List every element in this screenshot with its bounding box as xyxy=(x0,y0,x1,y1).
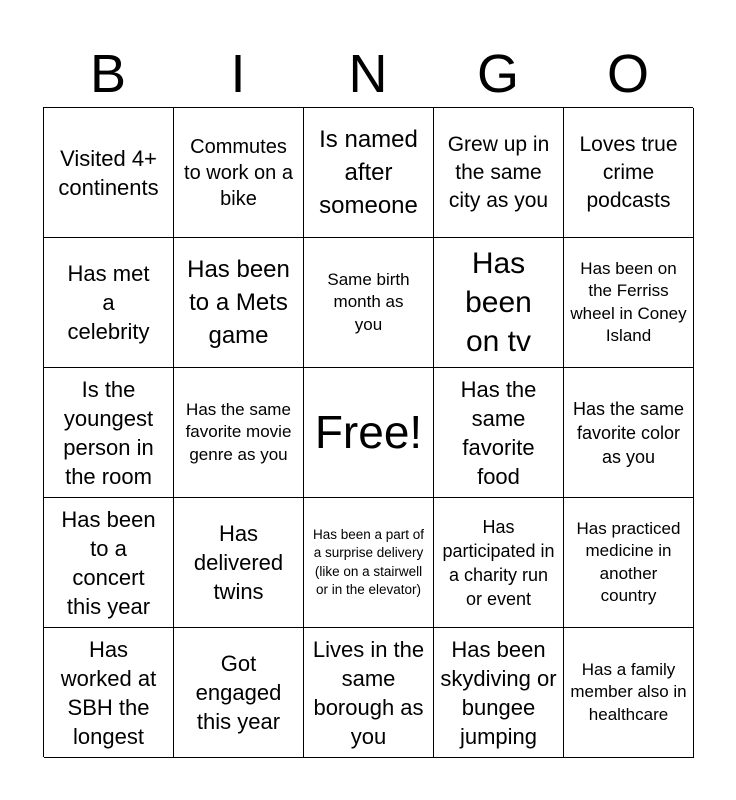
cell-text: Visited 4+ continents xyxy=(58,145,159,200)
header-letter-g: G xyxy=(476,44,519,104)
cell-text: Is named after someone xyxy=(319,126,418,219)
bingo-cell[interactable] xyxy=(44,108,174,238)
cell-text: Loves true crime podcasts xyxy=(579,132,678,212)
cell-text: Has been skydiving or bungee jumping xyxy=(440,636,557,749)
bingo-cell[interactable] xyxy=(174,498,304,628)
bingo-cell[interactable] xyxy=(434,498,564,628)
bingo-cell[interactable] xyxy=(564,108,694,238)
bingo-cell[interactable] xyxy=(44,368,174,498)
cell-text: Has been to a Mets game xyxy=(187,256,290,349)
bingo-cell[interactable] xyxy=(434,368,564,498)
cell-text: Has worked at SBH the longest xyxy=(60,636,157,749)
bingo-cell[interactable] xyxy=(174,628,304,758)
bingo-cell[interactable] xyxy=(304,108,434,238)
bingo-cell[interactable] xyxy=(304,238,434,368)
bingo-cell[interactable] xyxy=(434,238,564,368)
bingo-cell[interactable] xyxy=(44,628,174,758)
cell-text: Has met a celebrity xyxy=(67,261,150,344)
cell-text: Has participated in a charity run or event xyxy=(442,516,555,609)
bingo-cell[interactable] xyxy=(174,368,304,498)
free-space-label: Free! xyxy=(314,406,423,459)
bingo-cell[interactable] xyxy=(44,498,174,628)
cell-text: Has a family member also in healthcare xyxy=(570,659,687,724)
bingo-cell[interactable] xyxy=(434,628,564,758)
header-letter-o: O xyxy=(606,44,649,104)
header-letter-n: N xyxy=(348,44,388,104)
cell-text: Same birth month as you xyxy=(327,269,410,334)
cell-text: Is the youngest person in the room xyxy=(63,376,154,489)
cell-text: Lives in the same borough as you xyxy=(312,636,425,749)
cell-text: Has been on the Ferriss wheel in Coney Island xyxy=(570,258,687,345)
cell-text: Has been a part of a surprise delivery (like on a stairwell or in the elevator) xyxy=(312,526,425,597)
bingo-cell[interactable] xyxy=(304,498,434,628)
bingo-cell[interactable] xyxy=(564,498,694,628)
bingo-cell[interactable] xyxy=(304,628,434,758)
bingo-cell[interactable] xyxy=(564,628,694,758)
bingo-cell[interactable] xyxy=(174,108,304,238)
free-space-cell[interactable] xyxy=(304,368,434,498)
cell-text: Has delivered twins xyxy=(193,521,284,604)
cell-text: Has been on tv xyxy=(465,247,532,358)
cell-text: Has practiced medicine in another country xyxy=(576,518,681,605)
header-letter-i: I xyxy=(230,44,246,104)
cell-text: Commutes to work on a bike xyxy=(184,135,293,210)
bingo-grid xyxy=(43,107,693,757)
bingo-cell[interactable] xyxy=(434,108,564,238)
cell-text: Has the same favorite movie genre as you xyxy=(185,399,292,464)
cell-text: Got engaged this year xyxy=(195,651,282,734)
bingo-cell[interactable] xyxy=(564,238,694,368)
bingo-cell[interactable] xyxy=(564,368,694,498)
cell-text: Grew up in the same city as you xyxy=(447,132,550,212)
bingo-cell[interactable] xyxy=(44,238,174,368)
header-letter-b: B xyxy=(89,44,127,104)
bingo-cell[interactable] xyxy=(174,238,304,368)
cell-text: Has been to a concert this year xyxy=(61,506,156,619)
bingo-header xyxy=(43,40,693,108)
cell-text: Has the same favorite food xyxy=(460,376,537,489)
cell-text: Has the same favorite color as you xyxy=(572,398,685,467)
